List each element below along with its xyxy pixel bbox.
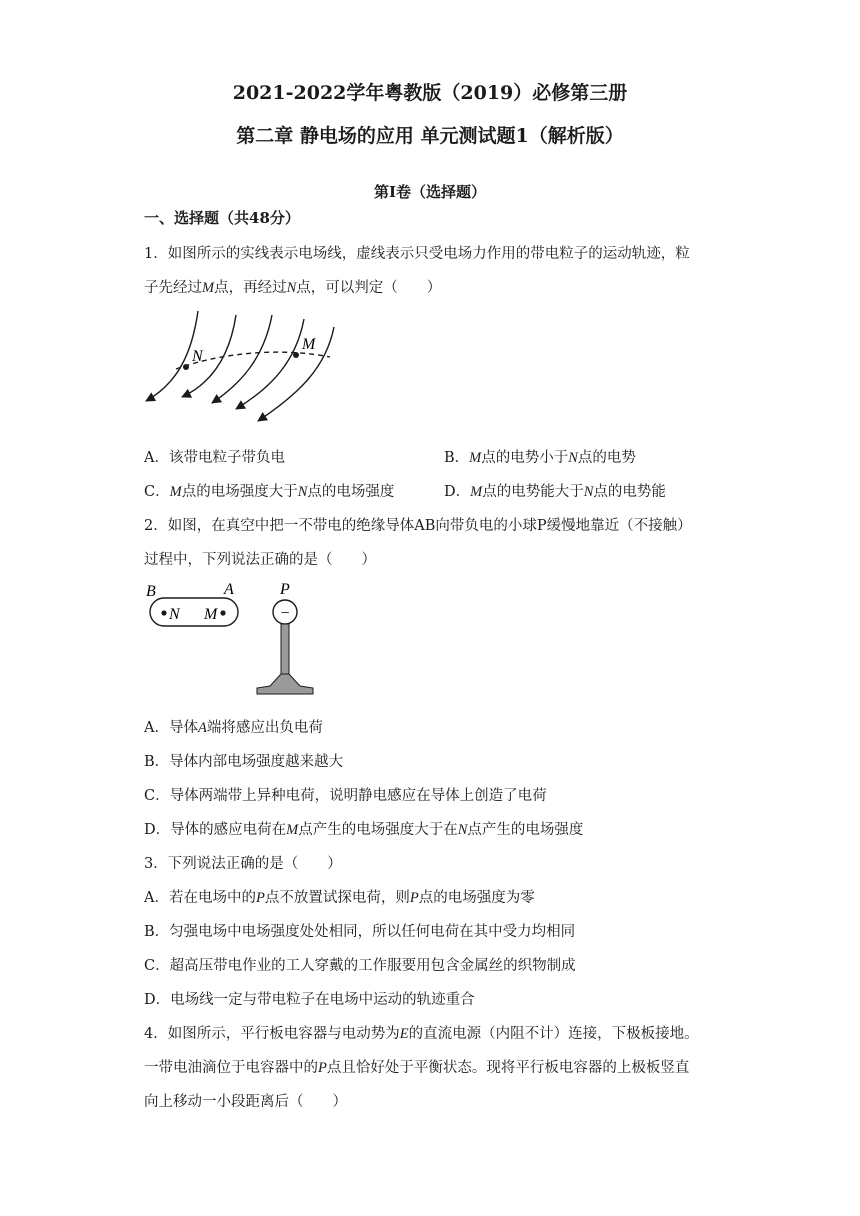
q1-field-lines-figure bbox=[140, 305, 340, 425]
label-m: M bbox=[204, 606, 218, 623]
q1-option-c: C．M点的电场强度大于N点的电场强度 bbox=[144, 484, 395, 500]
variable-symbol: M bbox=[202, 280, 215, 296]
q1-option-a: A．该带电粒子带负电 bbox=[144, 450, 285, 466]
q3-option-a: A．若在电场中的P点不放置试探电荷，则P点的电场强度为零 bbox=[144, 890, 535, 906]
variable-symbol: A bbox=[197, 720, 207, 736]
section-heading: 一、选择题（共48分） bbox=[144, 209, 300, 227]
volume-heading: 第I卷（选择题） bbox=[373, 183, 487, 201]
document-title-line1: 2021-2022学年粤教版（2019）必修第三册 bbox=[232, 82, 628, 104]
point-n-dot bbox=[161, 610, 166, 615]
label-n: N bbox=[169, 606, 180, 623]
field-line bbox=[258, 327, 334, 421]
variable-symbol: M bbox=[286, 822, 299, 838]
point-n-dot bbox=[183, 364, 189, 370]
variable-symbol: N bbox=[568, 450, 578, 466]
q4-stem-line-1: 4．如图所示，平行板电容器与电动势为E的直流电源（内阻不计）连接，下极板接地。 bbox=[144, 1026, 699, 1042]
q2-option-c: C．导体两端带上异种电荷，说明静电感应在导体上创造了电荷 bbox=[144, 788, 547, 804]
q1-stem-line-2: 子先经过M点，再经过N点，可以判定（ ） bbox=[144, 280, 442, 296]
q2-option-d: D．导体的感应电荷在M点产生的电场强度大于在N点产生的电场强度 bbox=[144, 822, 584, 838]
label-a: A bbox=[224, 581, 234, 598]
label-n: N bbox=[192, 348, 203, 365]
q3-option-b: B．匀强电场中电场强度处处相同，所以任何电荷在其中受力均相同 bbox=[144, 924, 576, 940]
q4-stem-line-2: 一带电油滴位于电容器中的P点且恰好处于平衡状态。现将平行板电容器的上极板竖直 bbox=[144, 1060, 690, 1076]
label-b: B bbox=[146, 583, 156, 600]
q1-option-b: B．M点的电势小于N点的电势 bbox=[444, 450, 636, 466]
q3-option-d: D．电场线一定与带电粒子在电场中运动的轨迹重合 bbox=[144, 992, 475, 1008]
field-line bbox=[146, 311, 198, 401]
variable-symbol: N bbox=[297, 484, 308, 500]
field-line bbox=[182, 315, 236, 397]
label-p: P bbox=[280, 581, 290, 598]
q2-option-a: A．导体A端将感应出负电荷 bbox=[144, 720, 323, 736]
label-m: M bbox=[302, 336, 316, 353]
q1-option-d: D．M点的电势能大于N点的电势能 bbox=[444, 484, 666, 500]
variable-symbol: N bbox=[286, 280, 297, 296]
field-line bbox=[236, 319, 304, 409]
variable-symbol: E bbox=[399, 1026, 409, 1042]
variable-symbol: P bbox=[255, 890, 265, 906]
insulating-stand bbox=[281, 624, 289, 674]
stand-base bbox=[257, 674, 313, 694]
q2-stem-line-2: 过程中，下列说法正确的是（ ） bbox=[144, 552, 376, 568]
variable-symbol: M bbox=[470, 484, 483, 500]
q2-option-b: B．导体内部电场强度越来越大 bbox=[144, 754, 344, 770]
minus-sign: − bbox=[280, 605, 290, 622]
variable-symbol: M bbox=[469, 450, 482, 466]
q1-stem-line-1: 1．如图所示的实线表示电场线，虚线表示只受电场力作用的带电粒子的运动轨迹，粒 bbox=[144, 246, 690, 262]
q3-stem-line-1: 3．下列说法正确的是（ ） bbox=[144, 856, 342, 872]
document-title-line2: 第二章 静电场的应用 单元测试题1（解析版） bbox=[236, 125, 624, 147]
q2-stem-line-1: 2．如图，在真空中把一不带电的绝缘导体AB向带负电的小球P缓慢地靠近（不接触） bbox=[144, 518, 692, 534]
q2-conductor-figure bbox=[142, 578, 332, 700]
variable-symbol: P bbox=[318, 1060, 327, 1076]
point-m-dot bbox=[293, 352, 299, 358]
variable-symbol: P bbox=[409, 890, 419, 906]
point-m-dot bbox=[220, 610, 225, 615]
q3-option-c: C．超高压带电作业的工人穿戴的工作服要用包含金属丝的织物制成 bbox=[144, 958, 576, 974]
variable-symbol: M bbox=[169, 484, 182, 500]
variable-symbol: N bbox=[457, 822, 468, 838]
q4-stem-line-3: 向上移动一小段距离后（ ） bbox=[144, 1094, 347, 1110]
variable-symbol: N bbox=[583, 484, 594, 500]
